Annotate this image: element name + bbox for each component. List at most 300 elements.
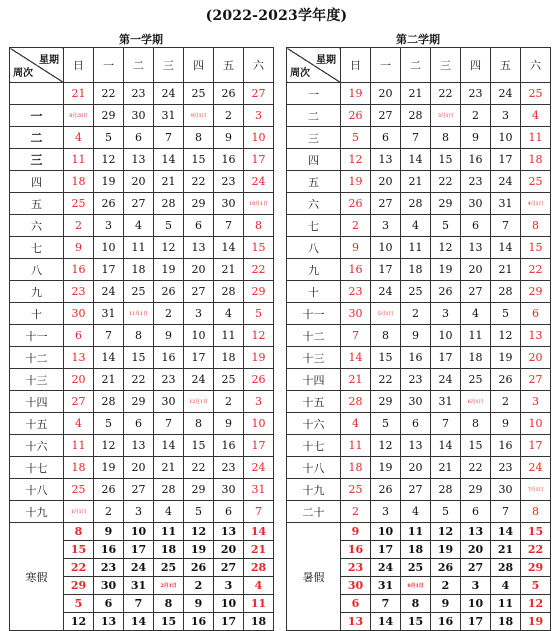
- week-row: [10, 127, 274, 149]
- date-cell: 31: [154, 105, 184, 127]
- date-cell: 26: [154, 281, 184, 303]
- date-cell: 10: [244, 413, 274, 435]
- week-number: 五: [10, 193, 64, 215]
- date-cell: 20: [461, 259, 491, 281]
- week-row: [287, 325, 551, 347]
- date-cell: 23: [214, 457, 244, 479]
- date-cell: 3: [521, 391, 551, 413]
- date-cell: 14: [124, 613, 154, 631]
- date-cell: 28: [341, 391, 371, 413]
- week-number: 十六: [10, 435, 64, 457]
- date-cell: 21: [154, 171, 184, 193]
- date-cell: 15: [184, 149, 214, 171]
- date-cell: 31: [124, 577, 154, 595]
- date-cell: 16: [341, 259, 371, 281]
- week-row: [10, 237, 274, 259]
- date-cell: 25: [124, 281, 154, 303]
- date-cell: 16: [94, 541, 124, 559]
- date-cell: 7: [214, 215, 244, 237]
- date-cell: 7: [341, 325, 371, 347]
- day-header: 日: [341, 48, 371, 83]
- week-row: [287, 83, 551, 105]
- date-cell: 14: [491, 523, 521, 541]
- date-cell: 17: [431, 347, 461, 369]
- week-number: 十五: [10, 413, 64, 435]
- date-cell: 11: [124, 237, 154, 259]
- date-cell: 25: [214, 369, 244, 391]
- date-cell: 19: [431, 259, 461, 281]
- date-cell: 7: [491, 501, 521, 523]
- week-row: [10, 259, 274, 281]
- date-cell: 28: [244, 559, 274, 577]
- date-cell: 13: [461, 523, 491, 541]
- date-cell: 11: [401, 523, 431, 541]
- date-cell: 23: [341, 281, 371, 303]
- week-number: 七: [10, 237, 64, 259]
- date-cell: 23: [214, 171, 244, 193]
- header-row: [10, 48, 274, 83]
- date-cell: 29: [431, 193, 461, 215]
- page-title: (2022-2023学年度): [205, 8, 348, 24]
- week-number: 十七: [287, 435, 341, 457]
- week-number: 四: [10, 171, 64, 193]
- date-cell: 27: [401, 479, 431, 501]
- week-number: 十: [10, 303, 64, 325]
- date-cell: 10: [214, 595, 244, 613]
- semester-title: 第二学期: [396, 33, 440, 46]
- date-cell: 8: [154, 595, 184, 613]
- day-header: 六: [244, 48, 274, 83]
- date-cell: 10: [521, 413, 551, 435]
- date-cell: 14: [154, 435, 184, 457]
- week-row: [10, 105, 274, 127]
- holiday-row: [10, 523, 274, 541]
- week-number: 十三: [287, 347, 341, 369]
- holiday-label: 寒假: [10, 523, 64, 631]
- date-cell: 29: [64, 577, 94, 595]
- day-header: 四: [184, 48, 214, 83]
- date-cell: 31: [431, 391, 461, 413]
- week-number: 二十: [287, 501, 341, 523]
- date-cell: 6: [94, 595, 124, 613]
- date-cell: 20: [371, 83, 401, 105]
- week-row: [10, 501, 274, 523]
- date-cell: 24: [124, 559, 154, 577]
- week-number: 八: [287, 237, 341, 259]
- date-cell: 10: [124, 523, 154, 541]
- week-row: [287, 479, 551, 501]
- date-cell: 12: [371, 435, 401, 457]
- date-cell: 10: [371, 523, 401, 541]
- week-number: 五: [287, 171, 341, 193]
- date-cell: 6: [214, 501, 244, 523]
- date-cell: 8: [371, 325, 401, 347]
- date-cell: 17: [244, 435, 274, 457]
- date-cell: 2: [94, 501, 124, 523]
- date-cell: 19: [371, 457, 401, 479]
- week-row: [287, 171, 551, 193]
- date-cell: 7: [371, 595, 401, 613]
- date-cell: 5月1日: [371, 303, 401, 325]
- date-cell: 9: [184, 595, 214, 613]
- date-cell: 2: [64, 215, 94, 237]
- date-cell: 2: [401, 303, 431, 325]
- week-row: [10, 281, 274, 303]
- date-cell: 24: [371, 559, 401, 577]
- date-cell: 12: [431, 523, 461, 541]
- date-cell: 4: [461, 303, 491, 325]
- week-row: [287, 215, 551, 237]
- date-cell: 7: [124, 595, 154, 613]
- day-header: 一: [371, 48, 401, 83]
- date-cell: 23: [461, 83, 491, 105]
- date-cell: 9月1日: [184, 105, 214, 127]
- date-cell: 20: [124, 457, 154, 479]
- week-row: [287, 149, 551, 171]
- week-row: [287, 435, 551, 457]
- date-cell: 19: [94, 171, 124, 193]
- date-cell: 5: [491, 303, 521, 325]
- first-semester-calendar: [9, 33, 273, 631]
- date-cell: 29: [244, 281, 274, 303]
- date-cell: 12: [341, 149, 371, 171]
- date-cell: 12: [521, 595, 551, 613]
- date-cell: 16: [431, 613, 461, 631]
- date-cell: 20: [371, 171, 401, 193]
- date-cell: 8: [184, 127, 214, 149]
- date-cell: 23: [491, 457, 521, 479]
- date-cell: 18: [461, 347, 491, 369]
- week-number: 十四: [10, 391, 64, 413]
- date-cell: 13: [371, 149, 401, 171]
- date-cell: 30: [461, 193, 491, 215]
- week-header-label: 周次: [13, 68, 33, 79]
- week-row: [287, 369, 551, 391]
- date-cell: 11: [64, 149, 94, 171]
- date-cell: 13: [341, 613, 371, 631]
- date-cell: 14: [401, 149, 431, 171]
- week-row: [287, 105, 551, 127]
- week-number: 九: [10, 281, 64, 303]
- day-header: 二: [401, 48, 431, 83]
- week-row: [10, 193, 274, 215]
- date-cell: 10: [184, 325, 214, 347]
- week-row: [10, 149, 274, 171]
- date-cell: 9: [431, 595, 461, 613]
- date-cell: 28: [154, 193, 184, 215]
- week-number: 十五: [287, 391, 341, 413]
- week-number: 二: [287, 105, 341, 127]
- date-cell: 18: [124, 259, 154, 281]
- date-cell: 10: [431, 325, 461, 347]
- date-cell: 10: [94, 237, 124, 259]
- week-row: [10, 457, 274, 479]
- date-cell: 17: [214, 613, 244, 631]
- date-cell: 16: [154, 347, 184, 369]
- date-cell: 6月1日: [461, 391, 491, 413]
- date-cell: 9: [461, 127, 491, 149]
- date-cell: 23: [64, 281, 94, 303]
- date-cell: 24: [244, 457, 274, 479]
- date-cell: 31: [371, 577, 401, 595]
- date-cell: 23: [154, 369, 184, 391]
- date-cell: 1月1日: [64, 501, 94, 523]
- date-cell: 9: [401, 325, 431, 347]
- week-row: [287, 391, 551, 413]
- day-header: 六: [521, 48, 551, 83]
- date-cell: 26: [94, 193, 124, 215]
- date-cell: 27: [521, 369, 551, 391]
- week-row: [287, 303, 551, 325]
- date-cell: 21: [341, 369, 371, 391]
- date-cell: 17: [371, 259, 401, 281]
- week-row: [287, 237, 551, 259]
- date-cell: 19: [94, 457, 124, 479]
- date-cell: 15: [431, 149, 461, 171]
- date-cell: 29: [184, 479, 214, 501]
- date-cell: 3: [491, 105, 521, 127]
- date-cell: 22: [521, 259, 551, 281]
- date-cell: 20: [401, 457, 431, 479]
- date-cell: 17: [461, 613, 491, 631]
- week-row: [10, 413, 274, 435]
- date-cell: 26: [94, 479, 124, 501]
- date-cell: 3月1日: [431, 105, 461, 127]
- date-cell: 26: [244, 369, 274, 391]
- date-cell: 7: [94, 325, 124, 347]
- date-cell: 26: [214, 83, 244, 105]
- date-cell: 26: [491, 369, 521, 391]
- date-cell: 5: [64, 595, 94, 613]
- date-cell: 30: [124, 105, 154, 127]
- date-cell: 4: [491, 577, 521, 595]
- date-cell: 4: [521, 105, 551, 127]
- date-cell: 27: [461, 559, 491, 577]
- date-cell: 9: [214, 127, 244, 149]
- date-cell: 18: [521, 149, 551, 171]
- date-cell: 4: [401, 215, 431, 237]
- second-semester-calendar: [286, 33, 550, 631]
- date-cell: 6: [521, 303, 551, 325]
- date-cell: 13: [124, 149, 154, 171]
- date-cell: 28: [94, 391, 124, 413]
- date-cell: 16: [491, 435, 521, 457]
- date-cell: 12: [94, 435, 124, 457]
- date-cell: 14: [94, 347, 124, 369]
- date-cell: 19: [154, 259, 184, 281]
- week-number: 十: [287, 281, 341, 303]
- date-cell: 10: [371, 237, 401, 259]
- date-cell: 8: [461, 413, 491, 435]
- date-cell: 28: [401, 193, 431, 215]
- date-cell: 5: [431, 501, 461, 523]
- week-number: 十二: [287, 325, 341, 347]
- day-header: 五: [214, 48, 244, 83]
- date-cell: 14: [431, 435, 461, 457]
- date-cell: 19: [184, 541, 214, 559]
- date-cell: 14: [244, 523, 274, 541]
- week-number: [10, 83, 64, 105]
- date-cell: 27: [244, 83, 274, 105]
- date-cell: 2: [341, 501, 371, 523]
- week-row: [287, 501, 551, 523]
- date-cell: 9: [341, 523, 371, 541]
- date-cell: 9: [64, 237, 94, 259]
- date-cell: 19: [491, 347, 521, 369]
- week-number: 四: [287, 149, 341, 171]
- semester-title: 第一学期: [119, 33, 163, 46]
- date-cell: 25: [341, 479, 371, 501]
- date-cell: 5: [521, 577, 551, 595]
- date-cell: 5: [341, 127, 371, 149]
- date-cell: 28: [214, 281, 244, 303]
- date-cell: 18: [401, 259, 431, 281]
- date-cell: 4: [124, 215, 154, 237]
- date-cell: 12: [94, 149, 124, 171]
- date-cell: 12: [491, 325, 521, 347]
- week-number: 十三: [10, 369, 64, 391]
- date-cell: 21: [401, 171, 431, 193]
- date-cell: 21: [64, 83, 94, 105]
- week-number: 十九: [10, 501, 64, 523]
- date-cell: 5: [184, 501, 214, 523]
- day-header: 五: [491, 48, 521, 83]
- date-cell: 6: [64, 325, 94, 347]
- date-cell: 27: [184, 281, 214, 303]
- date-cell: 21: [214, 259, 244, 281]
- date-cell: 11: [244, 595, 274, 613]
- date-cell: 4: [341, 413, 371, 435]
- date-cell: 7: [154, 413, 184, 435]
- date-cell: 17: [491, 149, 521, 171]
- date-cell: 27: [214, 559, 244, 577]
- date-cell: 8: [401, 595, 431, 613]
- date-cell: 14: [154, 149, 184, 171]
- date-cell: 5: [431, 215, 461, 237]
- date-cell: 3: [94, 215, 124, 237]
- date-cell: 18: [401, 541, 431, 559]
- header-row: [287, 48, 551, 83]
- date-cell: 10月1日: [244, 193, 274, 215]
- date-cell: 26: [341, 193, 371, 215]
- date-cell: 24: [184, 369, 214, 391]
- date-cell: 18: [491, 613, 521, 631]
- date-cell: 21: [154, 457, 184, 479]
- date-cell: 29: [371, 391, 401, 413]
- date-cell: 22: [431, 171, 461, 193]
- date-cell: 8: [521, 501, 551, 523]
- date-cell: 19: [431, 541, 461, 559]
- date-cell: 8月28日: [64, 105, 94, 127]
- week-number: 十八: [10, 479, 64, 501]
- date-cell: 2: [154, 303, 184, 325]
- date-cell: 7: [431, 413, 461, 435]
- date-cell: 29: [184, 193, 214, 215]
- date-cell: 15: [154, 613, 184, 631]
- date-cell: 6: [341, 595, 371, 613]
- week-row: [10, 479, 274, 501]
- date-cell: 8: [521, 215, 551, 237]
- week-row: [287, 457, 551, 479]
- date-cell: 5: [94, 127, 124, 149]
- week-number: 十八: [287, 457, 341, 479]
- week-number: 十一: [287, 303, 341, 325]
- date-cell: 22: [184, 457, 214, 479]
- week-row: [10, 171, 274, 193]
- week-header-label: 周次: [290, 68, 310, 79]
- date-cell: 25: [64, 479, 94, 501]
- date-cell: 30: [214, 193, 244, 215]
- date-cell: 19: [341, 171, 371, 193]
- date-cell: 6: [124, 127, 154, 149]
- date-cell: 22: [94, 83, 124, 105]
- date-cell: 3: [244, 105, 274, 127]
- date-cell: 11: [461, 325, 491, 347]
- date-cell: 6: [184, 215, 214, 237]
- date-cell: 17: [124, 541, 154, 559]
- date-cell: 28: [431, 479, 461, 501]
- date-cell: 14: [371, 613, 401, 631]
- date-cell: 12: [431, 237, 461, 259]
- date-cell: 16: [64, 259, 94, 281]
- date-cell: 12月1日: [184, 391, 214, 413]
- date-cell: 18: [214, 347, 244, 369]
- date-cell: 2: [431, 577, 461, 595]
- date-cell: 21: [94, 369, 124, 391]
- date-cell: 11: [341, 435, 371, 457]
- week-row: [287, 127, 551, 149]
- date-cell: 7: [401, 127, 431, 149]
- date-cell: 13: [521, 325, 551, 347]
- week-number: 十一: [10, 325, 64, 347]
- date-cell: 26: [431, 281, 461, 303]
- date-cell: 24: [154, 83, 184, 105]
- date-cell: 22: [64, 559, 94, 577]
- week-row: [287, 193, 551, 215]
- date-cell: 23: [401, 369, 431, 391]
- date-cell: 11: [401, 237, 431, 259]
- date-cell: 17: [94, 259, 124, 281]
- date-cell: 19: [521, 613, 551, 631]
- date-cell: 27: [124, 479, 154, 501]
- date-cell: 26: [371, 479, 401, 501]
- date-cell: 3: [371, 215, 401, 237]
- date-cell: 15: [521, 237, 551, 259]
- date-cell: 22: [184, 171, 214, 193]
- day-header-label: 星期: [39, 55, 59, 66]
- date-cell: 22: [124, 369, 154, 391]
- calendar-table: [9, 47, 274, 631]
- date-cell: 16: [214, 149, 244, 171]
- date-cell: 6: [124, 413, 154, 435]
- date-cell: 3: [371, 501, 401, 523]
- date-cell: 11月1日: [124, 303, 154, 325]
- date-cell: 18: [244, 613, 274, 631]
- day-header: 四: [461, 48, 491, 83]
- date-cell: 6: [461, 215, 491, 237]
- date-cell: 15: [184, 435, 214, 457]
- date-cell: 21: [244, 541, 274, 559]
- date-cell: 15: [401, 613, 431, 631]
- date-cell: 15: [244, 237, 274, 259]
- date-cell: 29: [94, 105, 124, 127]
- date-cell: 25: [461, 369, 491, 391]
- date-cell: 26: [341, 105, 371, 127]
- date-cell: 17: [521, 435, 551, 457]
- date-cell: 22: [244, 259, 274, 281]
- date-cell: 29: [461, 479, 491, 501]
- date-cell: 12: [64, 613, 94, 631]
